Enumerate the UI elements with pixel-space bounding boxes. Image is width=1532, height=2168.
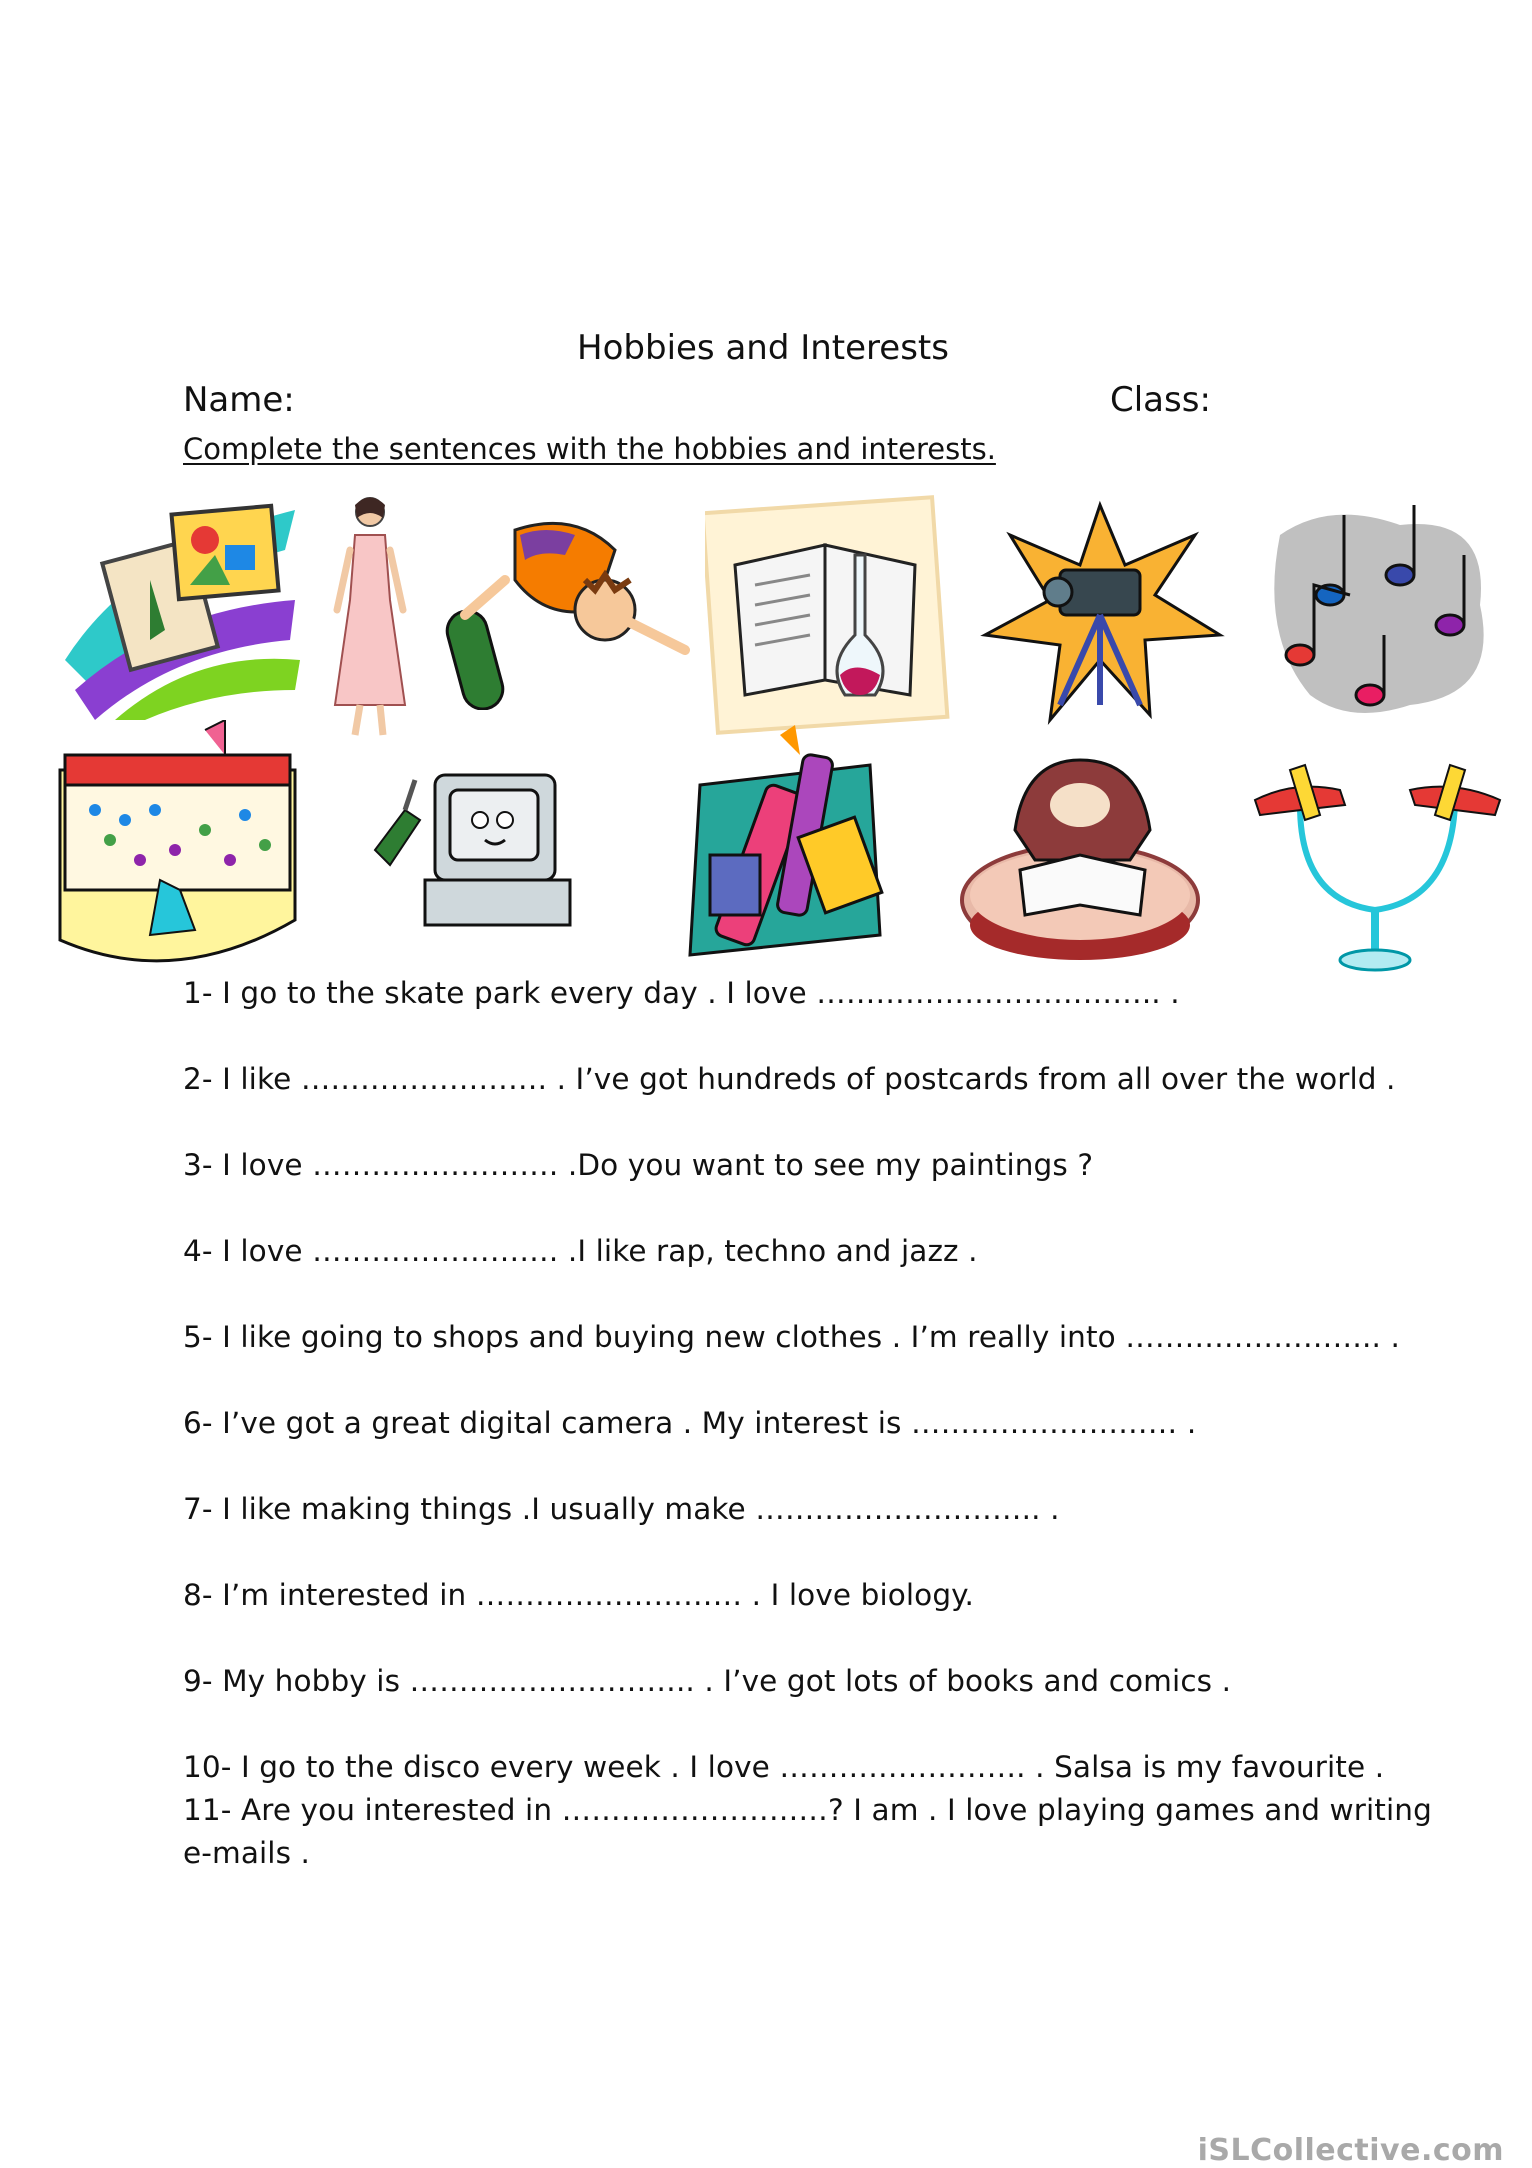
watermark: iSLCollective.com (1197, 2133, 1504, 2168)
page-title: Hobbies and Interests (577, 328, 949, 368)
sentence-3: 3- I love ……………………. .Do you want to see my paintings ? (183, 1148, 1094, 1182)
skateboarder-icon (445, 520, 695, 710)
sentence-6: 6- I’ve got a great digital camera . My interest is ……………………… . (183, 1406, 1197, 1440)
instruction-text: Complete the sentences with the hobbies and interests. (183, 432, 996, 466)
art-supplies-icon (680, 725, 890, 970)
stamps-icon (55, 490, 305, 720)
sentence-8: 8- I’m interested in ……………………… . I love biology. (183, 1578, 974, 1612)
ballet-theatre-icon (55, 720, 300, 970)
sentence-11-continued: e-mails . (183, 1836, 311, 1870)
video-camera-icon (980, 495, 1225, 735)
music-notes-icon (1260, 495, 1505, 725)
sentence-10: 10- I go to the disco every week . I love ……………………. . Salsa is my favourite . (183, 1750, 1385, 1784)
computer-icon (365, 770, 615, 940)
fashion-woman-icon (325, 490, 415, 740)
sentence-11: 11- Are you interested in ………………………? I am . I love playing games and writing (183, 1793, 1432, 1827)
class-label: Class: (1110, 380, 1211, 420)
sentence-9: 9- My hobby is ……………………….. . I’ve got lots of books and comics . (183, 1664, 1232, 1698)
model-planes-icon (1250, 760, 1505, 975)
sentence-1: 1- I go to the skate park every day . I love …………………………….. . (183, 976, 1180, 1010)
dog-reading-icon (955, 750, 1205, 970)
science-book-icon (705, 495, 950, 735)
sentence-5: 5- I like going to shops and buying new clothes . I’m really into …………………….. . (183, 1320, 1400, 1354)
sentence-7: 7- I like making things .I usually make ……………………….. . (183, 1492, 1060, 1526)
sentence-2: 2- I like ……………………. . I’ve got hundreds of postcards from all over the world . (183, 1062, 1396, 1096)
sentence-4: 4- I love ……………………. .I like rap, techno and jazz . (183, 1234, 978, 1268)
name-label: Name: (183, 380, 295, 420)
